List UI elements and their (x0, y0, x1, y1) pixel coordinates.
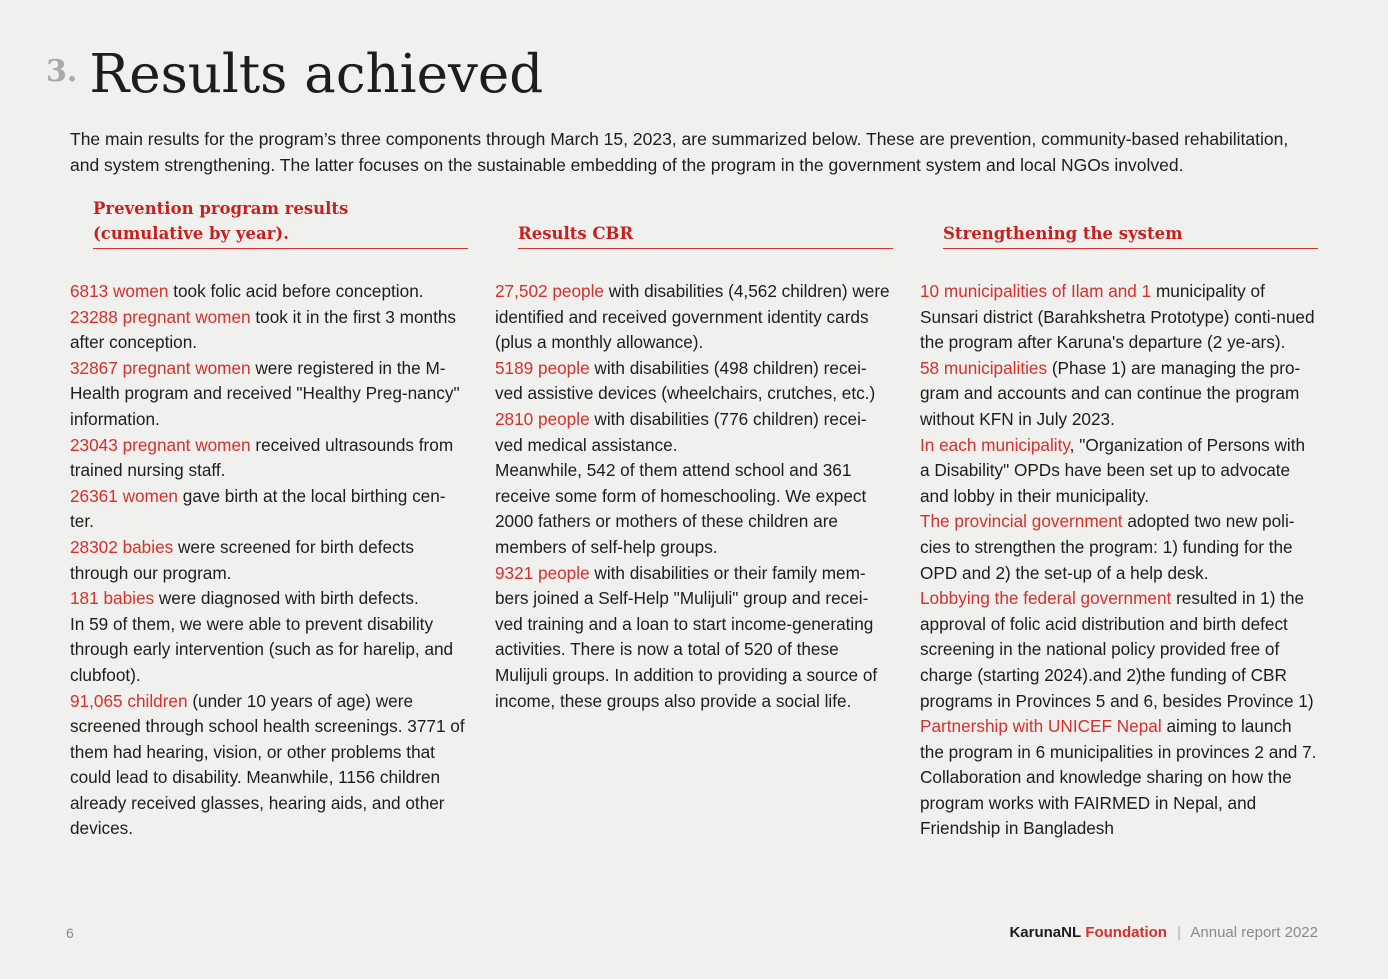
result-highlight: Lobbying the federal government (920, 588, 1172, 609)
result-item (920, 433, 1318, 510)
column-heading-text: Prevention program results (cumulative by year). (93, 199, 349, 243)
intro-paragraph: The main results for the program’s three components through March 15, 2023, are summarized below. These are prevention, community-based rehabilitation, and system strengthening. The latter focuses on the sustainable embedding of the program in the government system and local NGOs involved. (70, 129, 1289, 175)
result-item (920, 714, 1318, 765)
result-highlight: 26361 women (70, 485, 178, 506)
result-highlight: 23288 pregnant women (70, 306, 251, 327)
column-heading-text: Strengthening the system (943, 224, 1183, 243)
column-heading-text: Results CBR (518, 224, 634, 243)
result-highlight: The provincial government (920, 511, 1123, 532)
result-item (70, 279, 468, 305)
result-highlight: 9321 people (495, 562, 590, 583)
result-text: with disabilities (4,562 children) were identified and received government identity cards (plus a monthly allowance). (495, 281, 890, 353)
footer-brand (1009, 924, 1318, 941)
result-text: took folic acid before conception. (168, 281, 424, 301)
brand-name: KarunaNL (1009, 924, 1082, 941)
result-item (70, 433, 468, 484)
result-item (920, 356, 1318, 433)
result-highlight: 5189 people (495, 357, 590, 378)
result-text: (Phase 1) are managing the pro-gram and accounts and can continue the program without KFN in July 2023. (920, 357, 1301, 429)
result-item (70, 612, 468, 689)
result-text: municipality of Sunsari district (Barahkshetra Prototype) conti-nued the program after Karuna's departure (2 ye-ars). (920, 281, 1315, 353)
result-text: (under 10 years of age) were screened through school health screenings. 3771 of them had hearing, vision, or other problems that could lead to disability. Meanwhile, 1156 children already received glasses, hearing aids, and other devices. (70, 690, 465, 839)
result-text: Collaboration and knowledge sharing on how the program works with FAIRMED in Nepal, and Friendship in Bangladesh (920, 767, 1292, 839)
result-highlight: 91,065 children (70, 690, 188, 711)
result-item (495, 279, 893, 356)
result-text: Meanwhile, 542 of them attend school and 361 receive some form of homeschooling. We expect 2000 fathers or mothers of these children are members of self-help groups. (495, 460, 867, 557)
result-item (70, 535, 468, 586)
result-item (495, 356, 893, 407)
column-body (495, 279, 893, 714)
result-text: In 59 of them, we were able to prevent disability through early intervention (such as for harelip, and clubfoot). (70, 613, 454, 685)
result-item (920, 279, 1318, 356)
result-text: with disabilities (498 children) recei-ved assistive devices (wheelchairs, crutches, etc.) (495, 357, 876, 404)
result-text: gave birth at the local birthing cen-ter. (70, 485, 446, 532)
column-system (920, 198, 1318, 842)
result-highlight: 10 municipalities of Ilam and 1 (920, 281, 1152, 301)
report-label: Annual report 2022 (1190, 924, 1318, 941)
brand-foundation: Foundation (1085, 924, 1167, 941)
result-text: adopted two new poli-cies to strengthen the program: 1) funding for the OPD and 2) the set-up of a help desk. (920, 511, 1295, 583)
page-heading (46, 40, 543, 110)
result-highlight: 58 municipalities (920, 357, 1048, 378)
result-highlight: 32867 pregnant women (70, 357, 251, 378)
result-item (495, 458, 893, 560)
result-item (920, 586, 1318, 714)
result-text: with disabilities (776 children) recei-ved medical assistance. (495, 408, 867, 455)
column-body (920, 279, 1318, 842)
column-heading (943, 198, 1318, 249)
result-text: received ultrasounds from trained nursing staff. (70, 434, 454, 481)
result-item (920, 765, 1318, 842)
result-text: were diagnosed with birth defects. (154, 588, 419, 609)
result-text: resulted in 1) the approval of folic acid distribution and birth defect screening in the national policy provided free of charge (starting 2024).and 2)the funding of CBR programs in Provinces 5 and 6, besides Province 1) (920, 588, 1314, 711)
result-text: took it in the first 3 months after conception. (70, 306, 456, 353)
result-highlight: Partnership with UNICEF Nepal (920, 716, 1162, 737)
result-text: , "Organization of Persons with a Disability" OPDs have been set up to advocate and lobby in their municipality. (920, 434, 1306, 506)
result-item (70, 484, 468, 535)
page-title: Results achieved (89, 44, 544, 105)
result-item (70, 305, 468, 356)
page-number: 6 (66, 925, 74, 941)
result-highlight: 27,502 people (495, 281, 604, 301)
section-number: 3. (46, 54, 78, 89)
result-item (70, 586, 468, 612)
result-highlight: 6813 women (70, 281, 169, 301)
result-item (495, 561, 893, 715)
result-text: were screened for birth defects through our program. (70, 536, 414, 583)
column-cbr (495, 198, 893, 714)
result-item (920, 509, 1318, 586)
result-text: aiming to launch the program in 6 municipalities in provinces 2 and 7. (920, 716, 1317, 762)
result-text: with disabilities or their family mem-bers joined a Self-Help "Mulijuli" group and recei-ved training and a loan to start income-generating activities. There is now a total of 520 of these Mulijuli groups. In addition to providing a source of income, these groups also provide a social life. (495, 562, 878, 711)
result-item (70, 689, 468, 843)
result-highlight: 23043 pregnant women (70, 434, 251, 455)
result-highlight: 181 babies (70, 588, 155, 609)
column-heading (93, 198, 468, 249)
column-prevention (70, 198, 468, 842)
result-item (70, 356, 468, 433)
result-highlight: 28302 babies (70, 536, 174, 557)
result-highlight: 2810 people (495, 408, 590, 429)
column-body (70, 279, 468, 842)
result-text: were registered in the M-Health program and received "Healthy Preg-nancy" information. (70, 357, 460, 429)
result-item (495, 407, 893, 458)
footer-separator: | (1177, 924, 1182, 941)
column-heading (518, 198, 893, 249)
result-highlight: In each municipality (920, 434, 1070, 455)
